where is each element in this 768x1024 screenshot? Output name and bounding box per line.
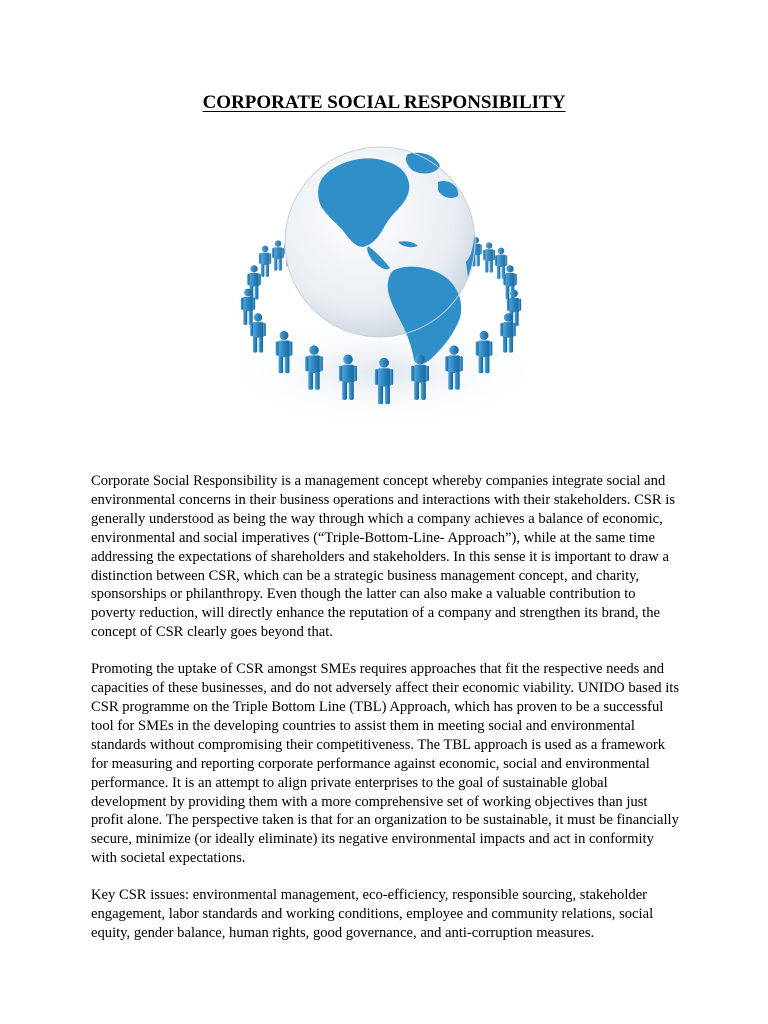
document-body: [91, 472, 681, 961]
paragraph-tbl-approach: Promoting the uptake of CSR amongst SMEs requires approaches that fit the respective needs and capacities of these businesses, and do not adversely affect their economic viability. UNIDO based its CSR programme on the Triple Bottom Line (TBL) Approach, which has proven to be a successful tool for SMEs in the developing countries to assist them in meeting social and environmental standards without compromising their competitiveness. The TBL approach is used as a framework for measuring and reporting corporate performance against economic, social and environmental performance. It is an attempt to align private enterprises to the goal of sustainable global development by providing them with a more comprehensive set of working objectives than just profit alone. The perspective taken is that for an organization to be sustainable, it must be financially secure, minimize (or ideally eliminate) its negative environmental impacts and act in conformity with societal expectations.: [91, 661, 680, 867]
page-title: CORPORATE SOCIAL RESPONSIBILITY: [202, 92, 566, 113]
globe-with-people-illustration: [208, 142, 558, 432]
paragraph-key-issues: Key CSR issues: environmental management, eco-efficiency, responsible sourcing, stakeholder engagement, labor standards and working conditions, employee and community relations, social equity, gender balance, human rights, good governance, and anti-corruption measures.: [91, 887, 654, 941]
globe-with-people-circle-icon: [208, 142, 558, 432]
paragraph-csr-definition: Corporate Social Responsibility is a management concept whereby companies integrate social and environmental concerns in their business operations and interactions with their stakeholders. CSR is generally understood as being the way through which a company achieves a balance of economic, environmental and social imperatives (“Triple-Bottom-Line- Approach”), while at the same time addressing the expectations of shareholders and stakeholders. In this sense it is important to draw a distinction between CSR, which can be a strategic business management concept, and charity, sponsorships or philanthropy. Even though the latter can also make a valuable contribution to poverty reduction, will directly enhance the reputation of a company and strengthen its brand, the concept of CSR clearly goes beyond that.: [91, 473, 676, 641]
